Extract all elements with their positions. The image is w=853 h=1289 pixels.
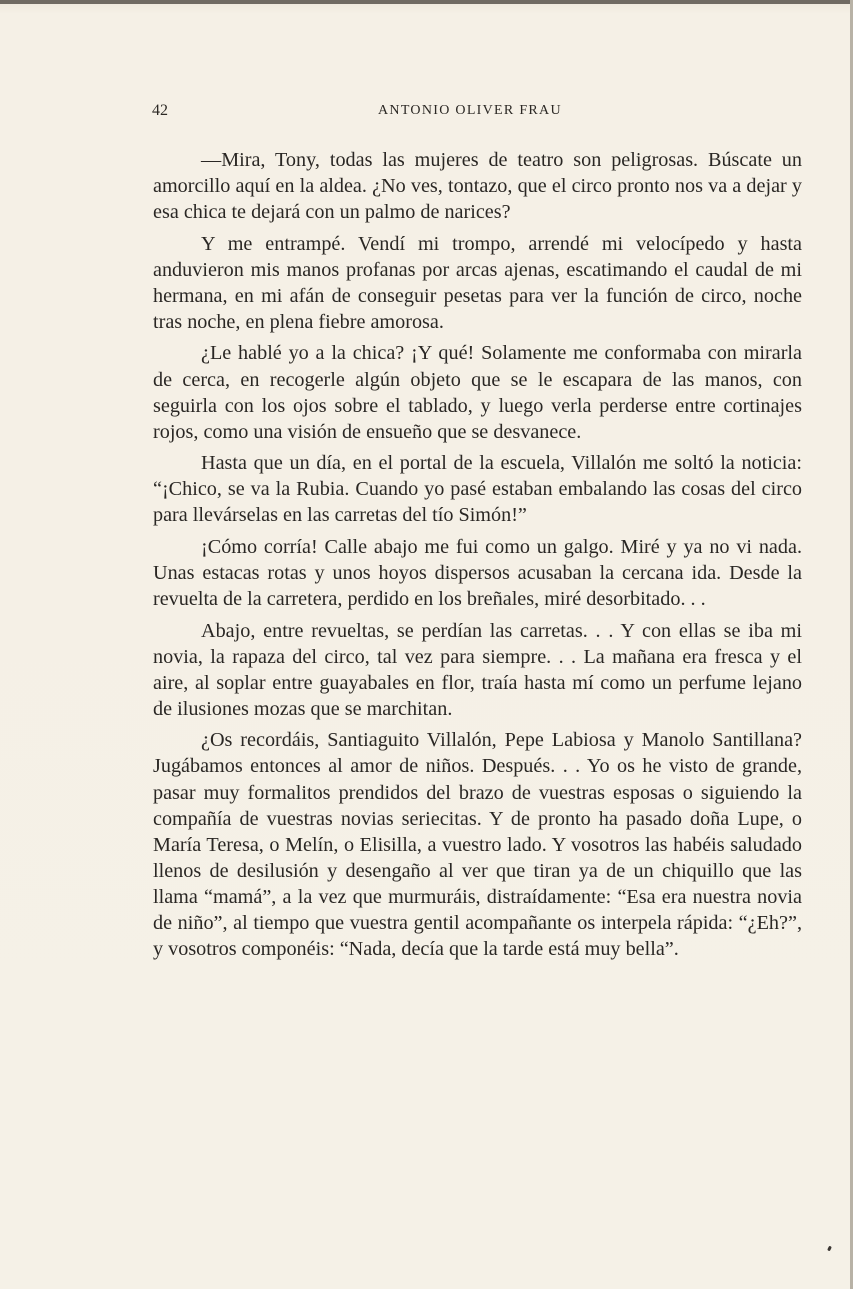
paragraph-1: —Mira, Tony, todas las mujeres de teatro son peligrosas. Búscate un amorcillo aquí en la aldea. ¿No ves, tontazo, que el circo pronto nos va a dejar y esa chica te dejará con un palmo de narices? [153,149,802,224]
paragraph-3: ¿Le hablé yo a la chica? ¡Y qué! Solamente me conformaba con mirarla de cerca, en recogerle algún objeto que se le escapara de las manos, con seguirla con los ojos sobre el tablado, y luego verla perderse entre cortinajes rojos, como una visión de ensueño que se desvanece. [153,342,802,443]
ink-speck [827,1246,832,1252]
paragraph-2: Y me entrampé. Vendí mi trompo, arrendé mi velocípedo y hasta anduvieron mis manos profanas por arcas ajenas, escatimando el caudal de mi hermana, en mi afán de conseguir pesetas para ver la función de circo, noche tras noche, en plena fiebre amorosa. [153,232,802,333]
body-text [153,147,802,968]
paragraph-4: Hasta que un día, en el portal de la escuela, Villalón me soltó la noticia: “¡Chico, se va la Rubia. Cuando yo pasé estaban embalando las cosas del circo para llevárselas en las carretas del tío Simón!” [153,452,802,527]
page-number: 42 [152,102,168,119]
page-header [152,102,802,124]
paragraph-7: ¿Os recordáis, Santiaguito Villalón, Pepe Labiosa y Manolo Santillana? Jugábamos entonces al amor de niños. Después. . . Yo os he visto de grande, pasar muy formalitos prendidos del brazo de vuestras esposas o siguiendo la compañía de vuestras novias seriecitas. Y de pronto ha pasado doña Lupe, o María Teresa, o Melín, o Elisilla, a vuestro lado. Y vosotros las habéis saludado llenos de desilusión y desengaño al ver que tiran ya de un chiquillo que las llama “mamá”, a la vez que murmuráis, distraídamente: “Esa era nuestra novia de niño”, al tiempo que vuestra gentil acompañante os interpela rápida: “¿Eh?”, y vosotros componéis: “Nada, decía que la tarde está muy bella”. [153,729,802,961]
page-top-edge [0,0,853,4]
paragraph-5: ¡Cómo corría! Calle abajo me fui como un galgo. Miré y ya no vi nada. Unas estacas rotas y unos hoyos dispersos acusaban la cercana ida. Desde la revuelta de la carretera, perdido en los breñales, miré desorbitado. . . [153,535,802,611]
paragraph-6: Abajo, entre revueltas, se perdían las carretas. . . Y con ellas se iba mi novia, la rapaza del circo, tal vez para siempre. . . La mañana era fresca y el aire, al soplar entre guayabales en flor, traía hasta mí como un perfume lejano de ilusiones mozas que se marchitan. [153,619,802,720]
running-head: ANTONIO OLIVER FRAU [378,103,562,118]
